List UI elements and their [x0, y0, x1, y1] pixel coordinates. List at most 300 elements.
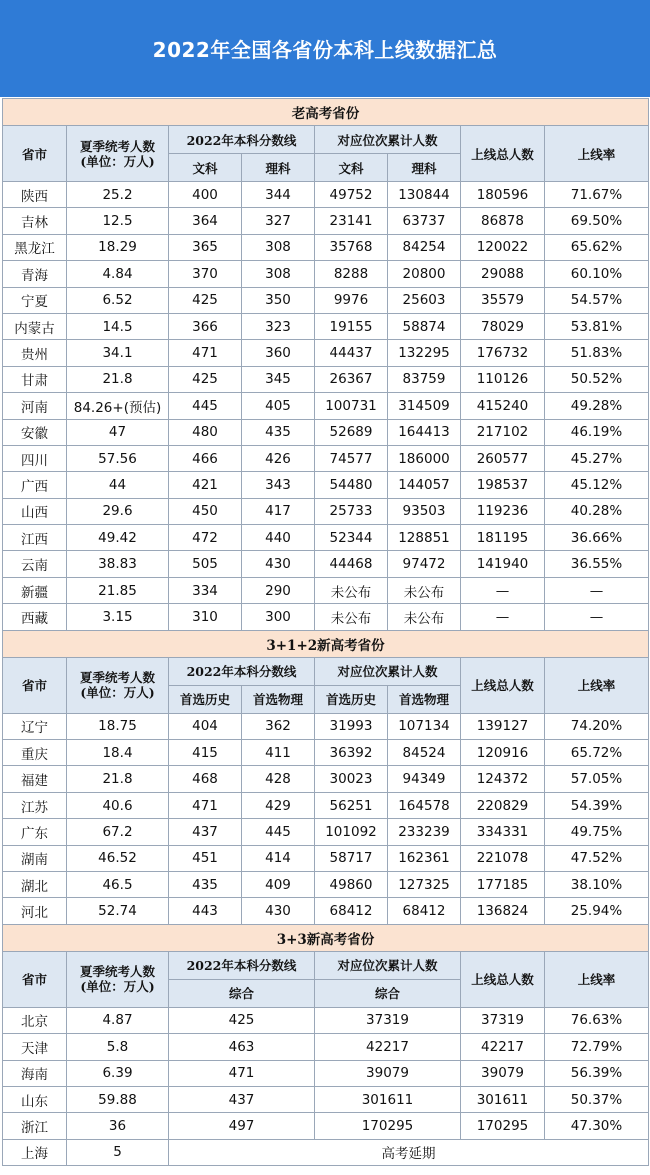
cell-total: 177185 [461, 871, 545, 897]
cell-score-b: 428 [242, 766, 315, 792]
header-province: 省市 [3, 951, 67, 1007]
subheader-science: 理科 [242, 154, 315, 182]
cell-score-a: 505 [169, 551, 242, 577]
cell-score: 497 [169, 1113, 315, 1139]
cell-total: 29088 [461, 261, 545, 287]
section-title: 3+3新高考省份 [3, 924, 649, 951]
cell-candidates: 57.56 [67, 445, 169, 471]
table-row [3, 472, 649, 498]
table-row [3, 551, 649, 577]
cell-candidates: 29.6 [67, 498, 169, 524]
cell-rate: 65.72% [545, 740, 649, 766]
cell-cumulative-a: 56251 [315, 792, 388, 818]
cell-score-a: 480 [169, 419, 242, 445]
cell-cumulative: 301611 [315, 1086, 461, 1112]
cell-score-b: 440 [242, 525, 315, 551]
cell-cumulative: 42217 [315, 1034, 461, 1060]
cell-cumulative-b: 63737 [388, 208, 461, 234]
cell-total: 42217 [461, 1034, 545, 1060]
cell-cumulative-b: 144057 [388, 472, 461, 498]
cell-cumulative-b: 128851 [388, 525, 461, 551]
cell-rate: 45.12% [545, 472, 649, 498]
cell-candidates: 21.8 [67, 366, 169, 392]
cell-cumulative-a: 100731 [315, 393, 388, 419]
table-row [3, 525, 649, 551]
cell-rate: 47.30% [545, 1113, 649, 1139]
cell-total: 120916 [461, 740, 545, 766]
cell-score-b: 327 [242, 208, 315, 234]
table-row [3, 234, 649, 260]
section3-rows [3, 1007, 649, 1165]
cell-total: — [461, 577, 545, 603]
cell-rate: 36.66% [545, 525, 649, 551]
cell-province: 贵州 [3, 340, 67, 366]
header-score-line: 2022年本科分数线 [169, 657, 315, 685]
cell-cumulative-b: 107134 [388, 713, 461, 739]
cell-total: 415240 [461, 393, 545, 419]
cell-cumulative-a: 68412 [315, 898, 388, 924]
cell-score: 463 [169, 1034, 315, 1060]
cell-score-a: 310 [169, 604, 242, 630]
cell-cumulative-a: 36392 [315, 740, 388, 766]
cell-rate: 45.27% [545, 445, 649, 471]
cell-total: 170295 [461, 1113, 545, 1139]
cell-cumulative-a: 54480 [315, 472, 388, 498]
cell-score-b: 300 [242, 604, 315, 630]
table-row [3, 819, 649, 845]
cell-province: 河北 [3, 898, 67, 924]
cell-total: 260577 [461, 445, 545, 471]
cell-cumulative-a: 52344 [315, 525, 388, 551]
section-header-33-gaokao [3, 924, 649, 951]
cell-total: 86878 [461, 208, 545, 234]
cell-score-a: 471 [169, 340, 242, 366]
cell-province: 湖南 [3, 845, 67, 871]
cell-cumulative-a: 49752 [315, 182, 388, 208]
cell-rate: 46.19% [545, 419, 649, 445]
cell-total: 181195 [461, 525, 545, 551]
cell-candidates: 4.87 [67, 1007, 169, 1033]
subheader-science: 理科 [388, 154, 461, 182]
table-row [3, 845, 649, 871]
cell-cumulative-a: 44437 [315, 340, 388, 366]
cell-total: 78029 [461, 313, 545, 339]
cell-rate: 49.75% [545, 819, 649, 845]
cell-score-a: 466 [169, 445, 242, 471]
cell-score-b: 350 [242, 287, 315, 313]
cell-province: 甘肃 [3, 366, 67, 392]
cell-score-a: 364 [169, 208, 242, 234]
table-row [3, 1007, 649, 1033]
cell-total: 141940 [461, 551, 545, 577]
cell-cumulative-a: 52689 [315, 419, 388, 445]
cell-score-a: 400 [169, 182, 242, 208]
cell-score-b: 426 [242, 445, 315, 471]
cell-cumulative-a: 74577 [315, 445, 388, 471]
header-cumulative: 对应位次累计人数 [315, 126, 461, 154]
cell-score-b: 430 [242, 898, 315, 924]
cell-cumulative-a: 31993 [315, 713, 388, 739]
cell-province: 江西 [3, 525, 67, 551]
cell-score-a: 472 [169, 525, 242, 551]
cell-province: 江苏 [3, 792, 67, 818]
cell-province: 新疆 [3, 577, 67, 603]
cell-total: 37319 [461, 1007, 545, 1033]
cell-score-b: 414 [242, 845, 315, 871]
table-row [3, 898, 649, 924]
cell-cumulative-a: 26367 [315, 366, 388, 392]
cell-score-a: 425 [169, 287, 242, 313]
table-row [3, 261, 649, 287]
table-row [3, 1034, 649, 1060]
cell-cumulative-a: 未公布 [315, 577, 388, 603]
cell-candidates: 5.8 [67, 1034, 169, 1060]
cell-cumulative-b: 83759 [388, 366, 461, 392]
cell-total: 39079 [461, 1060, 545, 1086]
cell-candidates: 18.75 [67, 713, 169, 739]
cell-candidates: 6.39 [67, 1060, 169, 1086]
cell-candidates: 46.52 [67, 845, 169, 871]
cell-total: 176732 [461, 340, 545, 366]
cell-total: 301611 [461, 1086, 545, 1112]
table-row [3, 498, 649, 524]
cell-rate: 57.05% [545, 766, 649, 792]
table-row [3, 182, 649, 208]
table-row [3, 740, 649, 766]
cell-rate: 38.10% [545, 871, 649, 897]
cell-rate: 51.83% [545, 340, 649, 366]
cell-province: 山东 [3, 1086, 67, 1112]
cell-score-b: 344 [242, 182, 315, 208]
section-title: 老高考省份 [3, 99, 649, 126]
cell-score-a: 450 [169, 498, 242, 524]
cell-province: 云南 [3, 551, 67, 577]
cell-score-a: 421 [169, 472, 242, 498]
header-cumulative: 对应位次累计人数 [315, 657, 461, 685]
cell-candidates: 46.5 [67, 871, 169, 897]
cell-total: 120022 [461, 234, 545, 260]
header-province: 省市 [3, 657, 67, 713]
table-row [3, 208, 649, 234]
cell-candidates: 44 [67, 472, 169, 498]
cell-province: 湖北 [3, 871, 67, 897]
table-row [3, 766, 649, 792]
subheader-comprehensive: 综合 [169, 979, 315, 1007]
cell-province: 黑龙江 [3, 234, 67, 260]
cell-cumulative: 37319 [315, 1007, 461, 1033]
table-row [3, 287, 649, 313]
header-score-line: 2022年本科分数线 [169, 126, 315, 154]
cell-cumulative-b: 164578 [388, 792, 461, 818]
cell-cumulative-a: 未公布 [315, 604, 388, 630]
table-row [3, 792, 649, 818]
cell-score-b: 417 [242, 498, 315, 524]
cell-score-b: 429 [242, 792, 315, 818]
cell-candidates: 21.8 [67, 766, 169, 792]
cell-score-a: 366 [169, 313, 242, 339]
cell-province: 青海 [3, 261, 67, 287]
cell-score-b: 362 [242, 713, 315, 739]
table-row [3, 445, 649, 471]
cell-province: 宁夏 [3, 287, 67, 313]
cell-cumulative-b: 164413 [388, 419, 461, 445]
cell-score-b: 435 [242, 419, 315, 445]
cell-score-b: 430 [242, 551, 315, 577]
cell-cumulative-a: 9976 [315, 287, 388, 313]
cell-rate: 50.52% [545, 366, 649, 392]
table-row [3, 1139, 649, 1165]
cell-cumulative-b: 127325 [388, 871, 461, 897]
cell-score: 425 [169, 1007, 315, 1033]
table-row [3, 713, 649, 739]
header-cumulative: 对应位次累计人数 [315, 951, 461, 979]
cell-province: 重庆 [3, 740, 67, 766]
cell-score: 471 [169, 1060, 315, 1086]
cell-cumulative-b: 58874 [388, 313, 461, 339]
cell-score-a: 437 [169, 819, 242, 845]
cell-cumulative-b: 未公布 [388, 577, 461, 603]
cell-rate: 54.57% [545, 287, 649, 313]
cell-score-b: 323 [242, 313, 315, 339]
header-candidates: 夏季统考人数 (单位：万人) [67, 951, 169, 1007]
cell-candidates: 12.5 [67, 208, 169, 234]
cell-rate: 40.28% [545, 498, 649, 524]
cell-score-a: 365 [169, 234, 242, 260]
cell-cumulative-b: 94349 [388, 766, 461, 792]
cell-candidates: 49.42 [67, 525, 169, 551]
cell-candidates: 25.2 [67, 182, 169, 208]
cell-score-a: 425 [169, 366, 242, 392]
subheader-arts: 文科 [315, 154, 388, 182]
table-row [3, 313, 649, 339]
cell-rate: 50.37% [545, 1086, 649, 1112]
header-candidates: 夏季统考人数 (单位：万人) [67, 126, 169, 182]
table-row [3, 366, 649, 392]
cell-province: 福建 [3, 766, 67, 792]
cell-score-b: 345 [242, 366, 315, 392]
table-row [3, 1060, 649, 1086]
cell-total: 217102 [461, 419, 545, 445]
cell-score-a: 370 [169, 261, 242, 287]
cell-score-b: 343 [242, 472, 315, 498]
cell-cumulative-b: 132295 [388, 340, 461, 366]
cell-cumulative-b: 68412 [388, 898, 461, 924]
cell-candidates: 18.29 [67, 234, 169, 260]
cell-total: 136824 [461, 898, 545, 924]
cell-note: 高考延期 [169, 1139, 649, 1165]
cell-score-a: 435 [169, 871, 242, 897]
cell-rate: 72.79% [545, 1034, 649, 1060]
cell-province: 河南 [3, 393, 67, 419]
table-row [3, 604, 649, 630]
cell-rate: 74.20% [545, 713, 649, 739]
section1-rows [3, 182, 649, 631]
cell-rate: 25.94% [545, 898, 649, 924]
cell-score: 437 [169, 1086, 315, 1112]
cell-candidates: 36 [67, 1113, 169, 1139]
cell-candidates: 5 [67, 1139, 169, 1165]
cell-province: 广东 [3, 819, 67, 845]
cell-total: 221078 [461, 845, 545, 871]
cell-cumulative-a: 101092 [315, 819, 388, 845]
cell-score-b: 290 [242, 577, 315, 603]
column-header-row [3, 951, 649, 979]
cell-cumulative-b: 233239 [388, 819, 461, 845]
cell-rate: 76.63% [545, 1007, 649, 1033]
page-title: 2022年全国各省份本科上线数据汇总 [0, 0, 650, 97]
cell-cumulative: 170295 [315, 1113, 461, 1139]
cell-rate: — [545, 577, 649, 603]
cell-candidates: 6.52 [67, 287, 169, 313]
cell-province: 山西 [3, 498, 67, 524]
cell-rate: 49.28% [545, 393, 649, 419]
cell-cumulative-a: 35768 [315, 234, 388, 260]
cell-total: 35579 [461, 287, 545, 313]
cell-score-b: 411 [242, 740, 315, 766]
cell-cumulative-b: 84524 [388, 740, 461, 766]
cell-score-a: 451 [169, 845, 242, 871]
cell-rate: 54.39% [545, 792, 649, 818]
subheader-arts: 文科 [169, 154, 242, 182]
column-header-row [3, 657, 649, 685]
table-row [3, 419, 649, 445]
cell-total: — [461, 604, 545, 630]
cell-rate: 53.81% [545, 313, 649, 339]
cell-rate: 65.62% [545, 234, 649, 260]
cell-province: 陕西 [3, 182, 67, 208]
cell-cumulative-b: 未公布 [388, 604, 461, 630]
cell-cumulative-a: 25733 [315, 498, 388, 524]
cell-province: 西藏 [3, 604, 67, 630]
cell-cumulative-a: 8288 [315, 261, 388, 287]
cell-cumulative-b: 20800 [388, 261, 461, 287]
cell-total: 110126 [461, 366, 545, 392]
cell-total: 180596 [461, 182, 545, 208]
cell-candidates: 38.83 [67, 551, 169, 577]
header-total: 上线总人数 [461, 657, 545, 713]
section-title: 3+1+2新高考省份 [3, 630, 649, 657]
table-row [3, 577, 649, 603]
cell-province: 内蒙古 [3, 313, 67, 339]
cell-cumulative-b: 84254 [388, 234, 461, 260]
cell-rate: 71.67% [545, 182, 649, 208]
table-row [3, 1086, 649, 1112]
cell-province: 北京 [3, 1007, 67, 1033]
subheader-physics: 首选物理 [242, 685, 315, 713]
cell-candidates: 18.4 [67, 740, 169, 766]
cell-rate: 36.55% [545, 551, 649, 577]
cell-province: 天津 [3, 1034, 67, 1060]
cell-score-a: 334 [169, 577, 242, 603]
cell-cumulative-b: 93503 [388, 498, 461, 524]
cell-rate: 56.39% [545, 1060, 649, 1086]
cell-candidates: 14.5 [67, 313, 169, 339]
cell-candidates: 84.26+(预估) [67, 393, 169, 419]
header-score-line: 2022年本科分数线 [169, 951, 315, 979]
cell-score-a: 443 [169, 898, 242, 924]
header-rate: 上线率 [545, 126, 649, 182]
cell-cumulative-b: 130844 [388, 182, 461, 208]
header-rate: 上线率 [545, 951, 649, 1007]
cell-total: 119236 [461, 498, 545, 524]
cell-province: 四川 [3, 445, 67, 471]
header-total: 上线总人数 [461, 126, 545, 182]
header-candidates: 夏季统考人数 (单位：万人) [67, 657, 169, 713]
cell-rate: — [545, 604, 649, 630]
cell-candidates: 40.6 [67, 792, 169, 818]
cell-cumulative-a: 30023 [315, 766, 388, 792]
header-province: 省市 [3, 126, 67, 182]
cell-candidates: 21.85 [67, 577, 169, 603]
subheader-history: 首选历史 [169, 685, 242, 713]
cell-score-b: 308 [242, 234, 315, 260]
cell-score-a: 445 [169, 393, 242, 419]
cell-province: 上海 [3, 1139, 67, 1165]
cell-total: 334331 [461, 819, 545, 845]
cell-total: 124372 [461, 766, 545, 792]
cell-total: 139127 [461, 713, 545, 739]
cell-score-b: 308 [242, 261, 315, 287]
cell-rate: 69.50% [545, 208, 649, 234]
cell-cumulative: 39079 [315, 1060, 461, 1086]
cell-cumulative-b: 25603 [388, 287, 461, 313]
cell-province: 浙江 [3, 1113, 67, 1139]
cell-cumulative-a: 49860 [315, 871, 388, 897]
section-header-old-gaokao [3, 99, 649, 126]
cell-rate: 47.52% [545, 845, 649, 871]
cell-score-a: 468 [169, 766, 242, 792]
cell-score-b: 405 [242, 393, 315, 419]
cell-cumulative-a: 23141 [315, 208, 388, 234]
table-row [3, 340, 649, 366]
cell-score-a: 471 [169, 792, 242, 818]
cell-candidates: 52.74 [67, 898, 169, 924]
cell-cumulative-b: 162361 [388, 845, 461, 871]
cell-candidates: 3.15 [67, 604, 169, 630]
table-row [3, 393, 649, 419]
cell-total: 220829 [461, 792, 545, 818]
table-row [3, 1113, 649, 1139]
cell-score-b: 409 [242, 871, 315, 897]
cell-candidates: 59.88 [67, 1086, 169, 1112]
cell-cumulative-a: 58717 [315, 845, 388, 871]
cell-score-b: 360 [242, 340, 315, 366]
header-rate: 上线率 [545, 657, 649, 713]
table-row [3, 871, 649, 897]
cell-total: 198537 [461, 472, 545, 498]
cell-province: 广西 [3, 472, 67, 498]
score-summary-table [2, 98, 649, 1166]
section2-rows [3, 713, 649, 924]
cell-rate: 60.10% [545, 261, 649, 287]
cell-cumulative-b: 186000 [388, 445, 461, 471]
cell-cumulative-a: 19155 [315, 313, 388, 339]
cell-candidates: 47 [67, 419, 169, 445]
cell-score-a: 404 [169, 713, 242, 739]
cell-province: 海南 [3, 1060, 67, 1086]
section-header-312-gaokao [3, 630, 649, 657]
cell-candidates: 34.1 [67, 340, 169, 366]
column-header-row [3, 126, 649, 154]
cell-cumulative-b: 97472 [388, 551, 461, 577]
header-total: 上线总人数 [461, 951, 545, 1007]
cell-cumulative-b: 314509 [388, 393, 461, 419]
cell-province: 辽宁 [3, 713, 67, 739]
cell-score-b: 445 [242, 819, 315, 845]
cell-candidates: 4.84 [67, 261, 169, 287]
cell-score-a: 415 [169, 740, 242, 766]
cell-candidates: 67.2 [67, 819, 169, 845]
